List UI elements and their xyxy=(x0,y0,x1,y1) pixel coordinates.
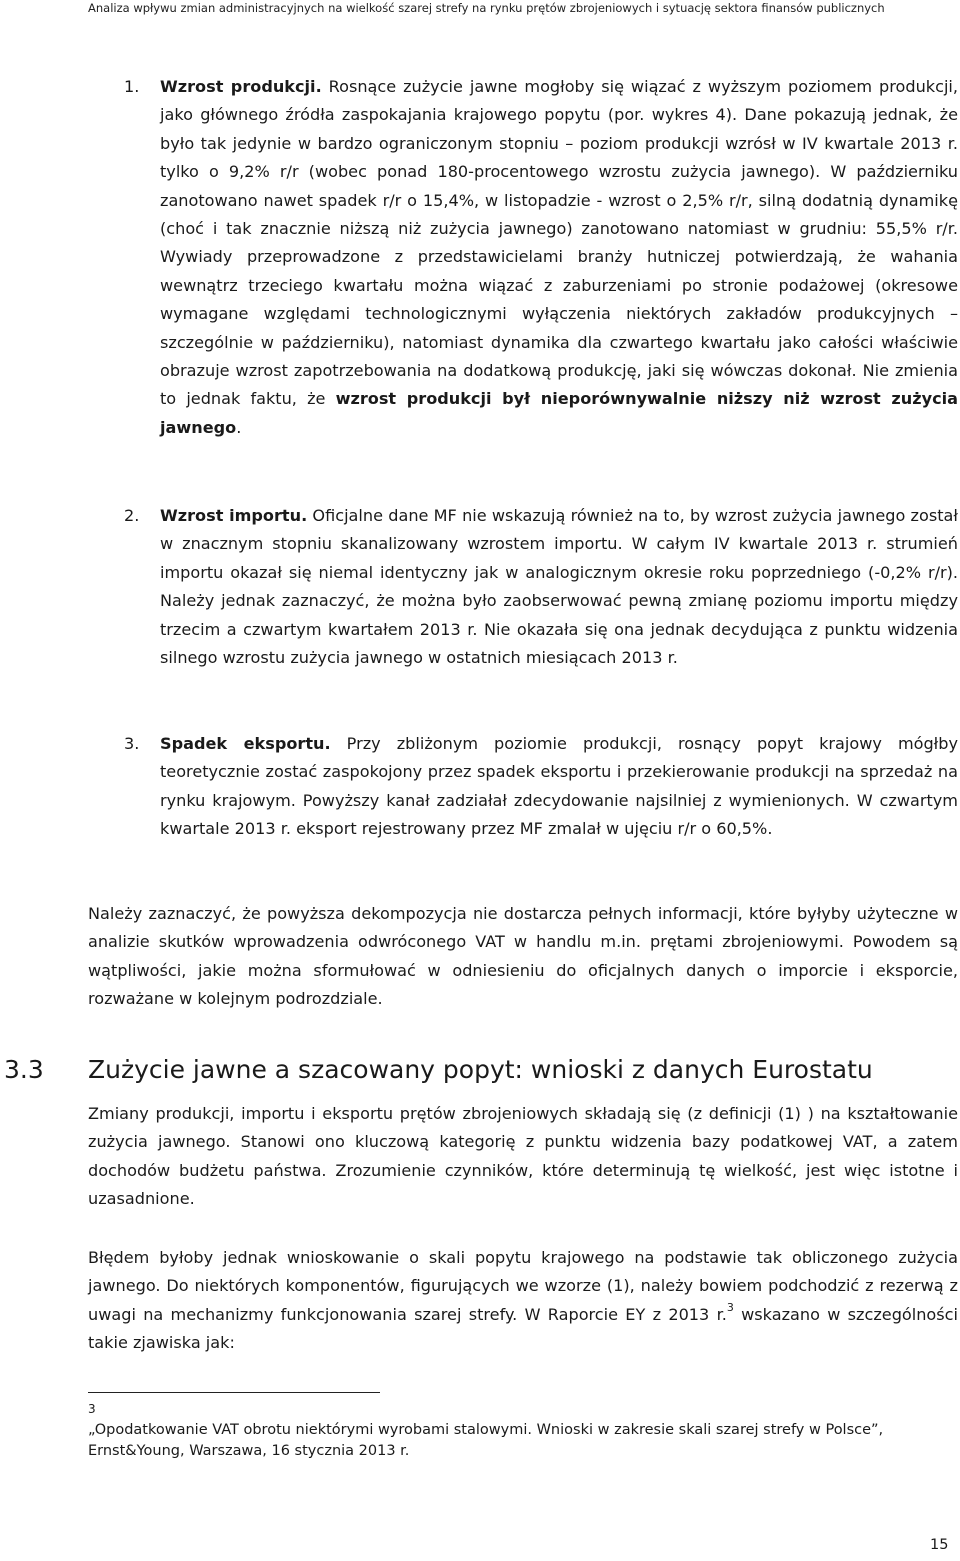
section-paragraph-text-end: wskazano w szczególności takie zjawiska jak: xyxy=(88,1304,958,1353)
section-paragraph-1: Zmiany produkcji, importu i eksportu prętów zbrojeniowych składają się (z definicji (1) ) na kształtowanie zużycia jawnego. Stanowi ono kluczową kategorię z punktu widzenia bazy podatkowej VAT, a zatem dochodów budżetu państwa. Zrozumienie czynników, które determinują tę wielkość, jest więc istotne i uzasadnione. xyxy=(88,1104,958,1209)
list-item-title: Wzrost importu. xyxy=(160,506,308,525)
section-paragraph-text: Błędem byłoby jednak wnioskowanie o skali popytu krajowego na podstawie tak obliczonego zużycia jawnego. Do niektórych komponentów, figurujących we wzorze (1), należy bowiem podchodzić z rezerwą z uwagi na mechanizmy funkcjonowania szarej strefy. W Raporcie EY z 2013 r. xyxy=(88,1248,958,1324)
section-paragraph-2 xyxy=(88,1244,958,1358)
section-number: 3.3 xyxy=(4,1055,44,1084)
list-item-production xyxy=(160,73,958,442)
list-item-number: 1. xyxy=(124,77,140,96)
footnote-reference: 3 xyxy=(726,1300,734,1314)
emphasis-text: wzrost produkcji był nieporównywalnie niższy niż wzrost zużycia jawnego xyxy=(160,389,958,437)
list-item-import xyxy=(160,502,958,672)
list-item-title: Spadek eksportu. xyxy=(160,734,331,753)
list-item-text: Oficjalne dane MF nie wskazują również na to, by wzrost zużycia jawnego został w znacznym stopniu skanalizowany wzrostem importu. W całym IV kwartale 2013 r. strumień importu okazał się niemal identyczny jak w analogicznym okresie roku poprzedniego (-0,2% r/r). Należy jednak zaznaczyć, że można było zaobserwować pewną zmianę poziomu importu między trzecim a czwartym kwartałem 2013 r. Nie okazała się ona jednak decydująca z punktu widzenia silnego wzrostu zużycia jawnego w ostatnich miesiącach 2013 r. xyxy=(160,506,958,668)
list-item-text-end: . xyxy=(236,417,242,437)
footnote-separator xyxy=(88,1392,380,1393)
list-item-text: Przy zbliżonym poziomie produkcji, rosnący popyt krajowy mógłby teoretycznie zostać zaspokojony przez spadek eksportu i przekierowanie produkcji na sprzedaż na rynku krajowym. Powyższy kanał zadziałał zdecydowanie najsilniej z wymienionych. W czwartym kwartale 2013 r. eksport rejestrowany przez MF zmalał w ujęciu r/r o 60,5%. xyxy=(160,734,958,839)
body-paragraph: Należy zaznaczyć, że powyższa dekompozycja nie dostarcza pełnych informacji, które byłyby użyteczne w analizie skutków wprowadzenia odwróconego VAT w handlu m.in. prętami zbrojeniowymi. Powodem są wątpliwości, jakie można sformułować w odniesieniu do oficjalnych danych o imporcie i eksporcie, rozważane w kolejnym podrozdziale. xyxy=(88,904,958,1009)
footnote-text: „Opodatkowanie VAT obrotu niektórymi wyrobami stalowymi. Wnioski w zakresie skali szarej strefy w Polsce”, Ernst&Young, Warszawa, 16 stycznia 2013 r. xyxy=(88,1422,884,1459)
running-header: Analiza wpływu zmian administracyjnych na wielkość szarej strefy na rynku prętów zbrojeniowych i sytuację sektora finansów publicznych xyxy=(88,1,885,15)
list-item-export xyxy=(160,730,958,844)
page-number: 15 xyxy=(930,1537,949,1553)
list-item-number: 3. xyxy=(124,734,140,753)
list-item-title: Wzrost produkcji. xyxy=(160,77,322,96)
list-item-number: 2. xyxy=(124,506,140,525)
footnote-number: 3 xyxy=(88,1402,96,1416)
section-heading: Zużycie jawne a szacowany popyt: wnioski z danych Eurostatu xyxy=(88,1055,873,1084)
list-item-text: Rosnące zużycie jawne mogłoby się wiązać z wyższym poziomem produkcji, jako głównego źródła zaspokajania krajowego popytu (por. wykres 4). Dane pokazują jednak, że było tak jedynie w bardzo ograniczonym stopniu – poziom produkcji wzrósł w IV kwartale 2013 r. tylko o 9,2% r/r (wobec ponad 180-procentowego wzrostu zużycia jawnego). W październiku zanotowano nawet spadek r/r o 15,4%, w listopadzie - wzrost o 2,5% r/r, silną dodatnią dynamikę (choć i tak znacznie niższą niż zużycia jawnego) zanotowano natomiast w grudniu: 55,5% r/r. Wywiady przeprowadzone z przedstawicielami branży hutniczej potwierdzają, że wahania wewnątrz trzeciego kwartału można wiązać z zaburzeniami po stronie podażowej (okresowe wymagane względami technologicznymi wyłączenia niektórych zakładów produkcyjnych – szczególnie w październiku), natomiast dynamika dla czwartego kwartału jako całości właściwie obrazuje wzrost zapotrzebowania na dodatkową produkcję, jaki się wówczas dokonał. Nie zmienia to jednak faktu, że xyxy=(160,77,959,409)
